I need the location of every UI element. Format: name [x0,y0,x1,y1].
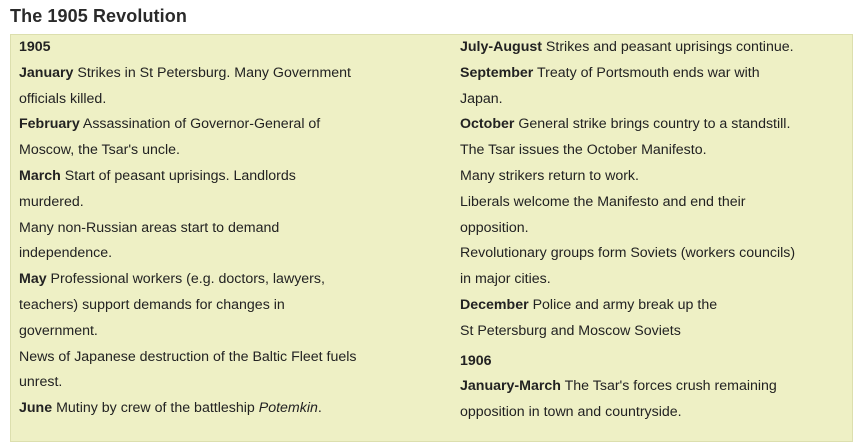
year-heading-1906: 1906 [460,352,492,369]
entry-text: Revolutionary groups form Soviets (workers councils) [460,245,796,262]
entry-month: January-March [460,378,561,395]
entry-text: opposition. [460,219,529,236]
timeline-line [460,374,852,400]
entry-text: Liberals welcome the Manifesto and end their [460,193,746,210]
entry-text: teachers) support demands for changes in [19,296,285,313]
timeline-line [460,267,852,293]
right-lines [460,35,852,345]
entry-text: murdered. [19,193,84,210]
timeline-line [19,216,434,242]
entry-text: Professional workers (e.g. doctors, lawyers, [46,271,325,288]
entry-text: government. [19,322,98,339]
timeline-line [460,61,852,87]
entry-month: October [460,116,515,133]
entry-month: December [460,296,529,313]
entry-month: March [19,167,61,184]
left-lines [19,61,434,396]
entry-text: Moscow, the Tsar's uncle. [19,142,180,159]
timeline-line [460,164,852,190]
timeline-line [19,190,434,216]
entry-text: Many strikers return to work. [460,167,639,184]
entry-text: unrest. [19,374,63,391]
entry-end: . [317,400,322,417]
timeline-line [19,319,434,345]
entry-text: independence. [19,245,113,262]
page-title: The 1905 Revolution [10,6,187,26]
year-heading-1905: 1905 [19,39,51,55]
timeline-line [460,241,852,267]
timeline-line [460,112,852,138]
timeline-line [19,164,434,190]
timeline-line [460,190,852,216]
timeline-line [460,35,852,61]
timeline-line [19,267,434,293]
entry-text: The Tsar issues the October Manifesto. [460,142,707,159]
entry-text: Assassination of Governor-General of [79,116,321,133]
entry-month: February [19,116,80,133]
left-column [19,35,434,422]
entry-text: St Petersburg and Moscow Soviets [460,322,681,339]
timeline-line [19,370,434,396]
entry-text: Mutiny by crew of the battleship [52,400,259,417]
entry-month: January [19,64,74,81]
entry-text: General strike brings country to a standstill. [514,116,791,133]
timeline-line [19,87,434,113]
entry-text: News of Japanese destruction of the Baltic Fleet fuels [19,348,357,365]
timeline-line [460,293,852,319]
entry-text: opposition in town and countryside. [460,404,682,421]
timeline-line [19,138,434,164]
entry-text: officials killed. [19,90,107,107]
entry-text: in major cities. [460,271,551,288]
timeline-line [460,400,852,426]
entry-text: Strikes in St Petersburg. Many Government [73,64,351,81]
entry-text: Police and army break up the [528,296,718,313]
entry-text: Start of peasant uprisings. Landlords [60,167,296,184]
entry-month: September [460,64,534,81]
timeline-line [460,138,852,164]
timeline-line [460,216,852,242]
timeline-line [460,87,852,113]
timeline-line [19,345,434,371]
timeline-line [19,293,434,319]
entry-month: May [19,271,47,288]
timeline-line [19,241,434,267]
timeline-line [460,319,852,345]
entry-month: July-August [460,39,542,55]
timeline-line [19,61,434,87]
entry-text: Japan. [460,90,503,107]
entry-text: The Tsar's forces crush remaining [560,378,777,395]
entry-month: June [19,400,53,417]
right-column [460,35,852,426]
timeline-panel [10,34,853,442]
ship-name: Potemkin [258,400,318,417]
entry-text: Many non-Russian areas start to demand [19,219,280,236]
timeline-line [19,112,434,138]
entry-text: Treaty of Portsmouth ends war with [533,64,760,81]
entry-text: Strikes and peasant uprisings continue. [541,39,794,55]
right-lines-1906 [460,374,852,426]
timeline-entry-june [19,396,434,422]
